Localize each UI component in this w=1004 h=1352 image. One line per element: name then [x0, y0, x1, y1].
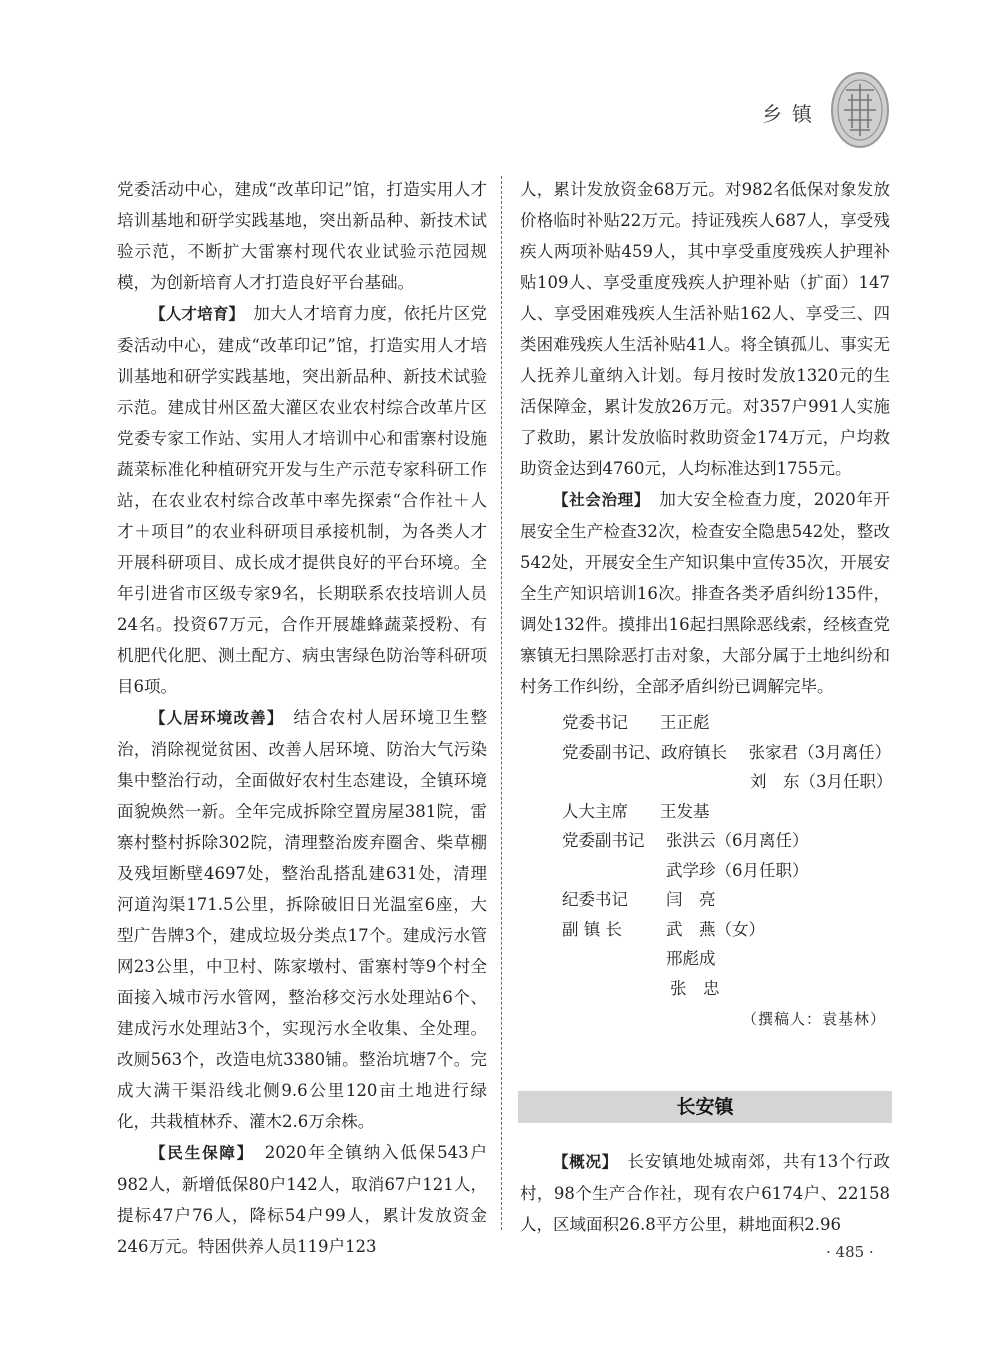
- official-name: 武 燕（女）: [666, 919, 765, 939]
- running-header: 乡镇: [762, 102, 822, 126]
- official-row: [520, 885, 890, 915]
- paragraph-talent: [117, 298, 487, 702]
- section-heading: 【人居环境改善】: [150, 709, 276, 727]
- official-row: [520, 915, 890, 945]
- official-name: 王发基: [660, 801, 710, 821]
- official-name: 刘 东（3月任职）: [750, 772, 893, 791]
- paragraph-welfare: [117, 1137, 487, 1262]
- paragraph-text: 长安镇地处城南郊，共有13个行政村，98个生产合作社，现有农户6174户、22158人，区域面积26.8平方公里，耕地面积2.96: [520, 1152, 890, 1234]
- official-role: 副 镇 长: [562, 919, 622, 939]
- official-row: [520, 708, 890, 738]
- official-role: 党委副书记、政府镇长: [562, 742, 727, 762]
- official-name: 王正彪: [660, 713, 710, 732]
- paragraph-text: 加大人才培育力度，依托片区党委活动中心，建成“改革印记”馆，打造实用人才培训基地和研学实践基地，突出新品种、新技术试验示范。建成甘州区盈大灌区农业农村综合改革片区党委专家工作站、实用人才培训中心和雷寨村设施蔬菜标准化种植研究开发与生产示范专家科研工作站，在农业农村综合改革中率先探索“合作社＋人才＋项目”的农业科研项目承接机制，为各类人才开展科研项目、成长成才提供良好的平台环境。全年引进省市区级专家9名，长期联系农技培训人员24名。投资67万元，合作开展雄蜂蔬菜授粉、有机肥代化肥、测土配方、病虫害绿色防治等科研项目6项。: [117, 304, 488, 696]
- section-heading: 【概况】: [553, 1153, 611, 1171]
- author-credit: （撰稿人：袁基林）: [741, 1010, 886, 1028]
- paragraph-text: 加大安全检查力度，2020年开展安全生产检查32次，检查安全隐患542处，整改542处，开展安全生产知识集中宣传35次，开展安全生产知识培训16次。排查各类矛盾纠纷135件，调处132件。摸排出16起扫黑除恶线索，经核查党寨镇无扫黑除恶打击对象，大部分属于土地纠纷和村务工作纠纷，全部矛盾纠纷已调解完毕。: [520, 490, 890, 696]
- official-name: 武学珍（6月任职）: [666, 860, 809, 880]
- section-heading: 【社会治理】: [553, 491, 643, 509]
- official-name: 张洪云（6月离任）: [666, 831, 809, 850]
- section-heading: 【人才培育】: [150, 305, 237, 323]
- official-name: 张 忠: [670, 978, 720, 998]
- paragraph-overview: [520, 1146, 890, 1240]
- paragraph-text: 2020年全镇纳入低保543户982人，新增低保80户142人，取消67户121人，提标47户76人，降标54户99人，累计发放资金246万元。特困供养人员119户123: [117, 1143, 487, 1256]
- official-name: 张家君（3月离任）: [748, 742, 892, 762]
- column-divider: [501, 176, 502, 1230]
- left-column: [117, 174, 487, 1262]
- official-row: [520, 797, 890, 827]
- official-role: 纪委书记: [562, 890, 628, 909]
- section-heading: 【民生保障】: [150, 1144, 247, 1162]
- page-number: · 485 ·: [826, 1243, 874, 1261]
- official-name: 邢彪成: [666, 949, 716, 968]
- seal-ornament-icon: [828, 70, 892, 150]
- official-name: 闫 亮: [666, 890, 716, 909]
- officials-list: [520, 708, 893, 1035]
- section-title: 长安镇: [518, 1091, 892, 1123]
- paragraph-governance: [520, 484, 890, 702]
- paragraph: 人，累计发放资金68万元。对982名低保对象发放价格临时补贴22万元。持证残疾人687人，享受残疾人两项补贴459人，其中享受重度残疾人护理补贴109人、享受重度残疾人护理补贴（扩面）147人、享受困难残疾人生活补贴162人、享受三、四类困难残疾人生活补贴41人。将全镇孤儿、事实无人抚养儿童纳入计划。每月按时发放1320元的生活保障金，累计发放26万元。对357户991人实施了救助，累计发放临时救助资金174万元，户均救助资金达到4760元，人均标准达到1755元。: [520, 180, 890, 478]
- paragraph-living-environment: [117, 702, 487, 1137]
- official-role: 党委书记: [562, 713, 628, 732]
- overview-block: [520, 1146, 890, 1240]
- paragraph: 党委活动中心，建成“改革印记”馆，打造实用人才培训基地和研学实践基地，突出新品种、新技术试验示范，不断扩大雷寨村现代农业试验示范园规模，为创新培育人才打造良好平台基础。: [117, 180, 487, 292]
- right-column: [520, 174, 893, 1035]
- official-role: 党委副书记: [562, 831, 645, 850]
- paragraph-text: 结合农村人居环境卫生整治，消除视觉贫困、改善人居环境、防治大气污染集中整治行动，全面做好农村生态建设，全镇环境面貌焕然一新。全年完成拆除空置房屋381院，雷寨村整村拆除302院，清理整治废弃圈舍、柴草棚及残垣断壁4697处，整治乱搭乱建631处，清理河道沟渠171.5公里，拆除破旧日光温室6座，大型广告牌3个，建成垃圾分类点17个。建成污水管网23公里，中卫村、陈家墩村、雷寨村等9个村全面接入城市污水管网，整治移交污水处理站6个、建成污水处理站3个，实现污水全收集、全处理。改厕563个，改造电炕3380铺。整治坑塘7个。完成大满干渠沿线北侧9.6公里120亩土地进行绿化，共栽植林乔、灌木2.6万余株。: [117, 708, 487, 1131]
- official-row: [520, 826, 890, 856]
- official-role: 人大主席: [562, 801, 628, 821]
- official-row: [520, 738, 890, 768]
